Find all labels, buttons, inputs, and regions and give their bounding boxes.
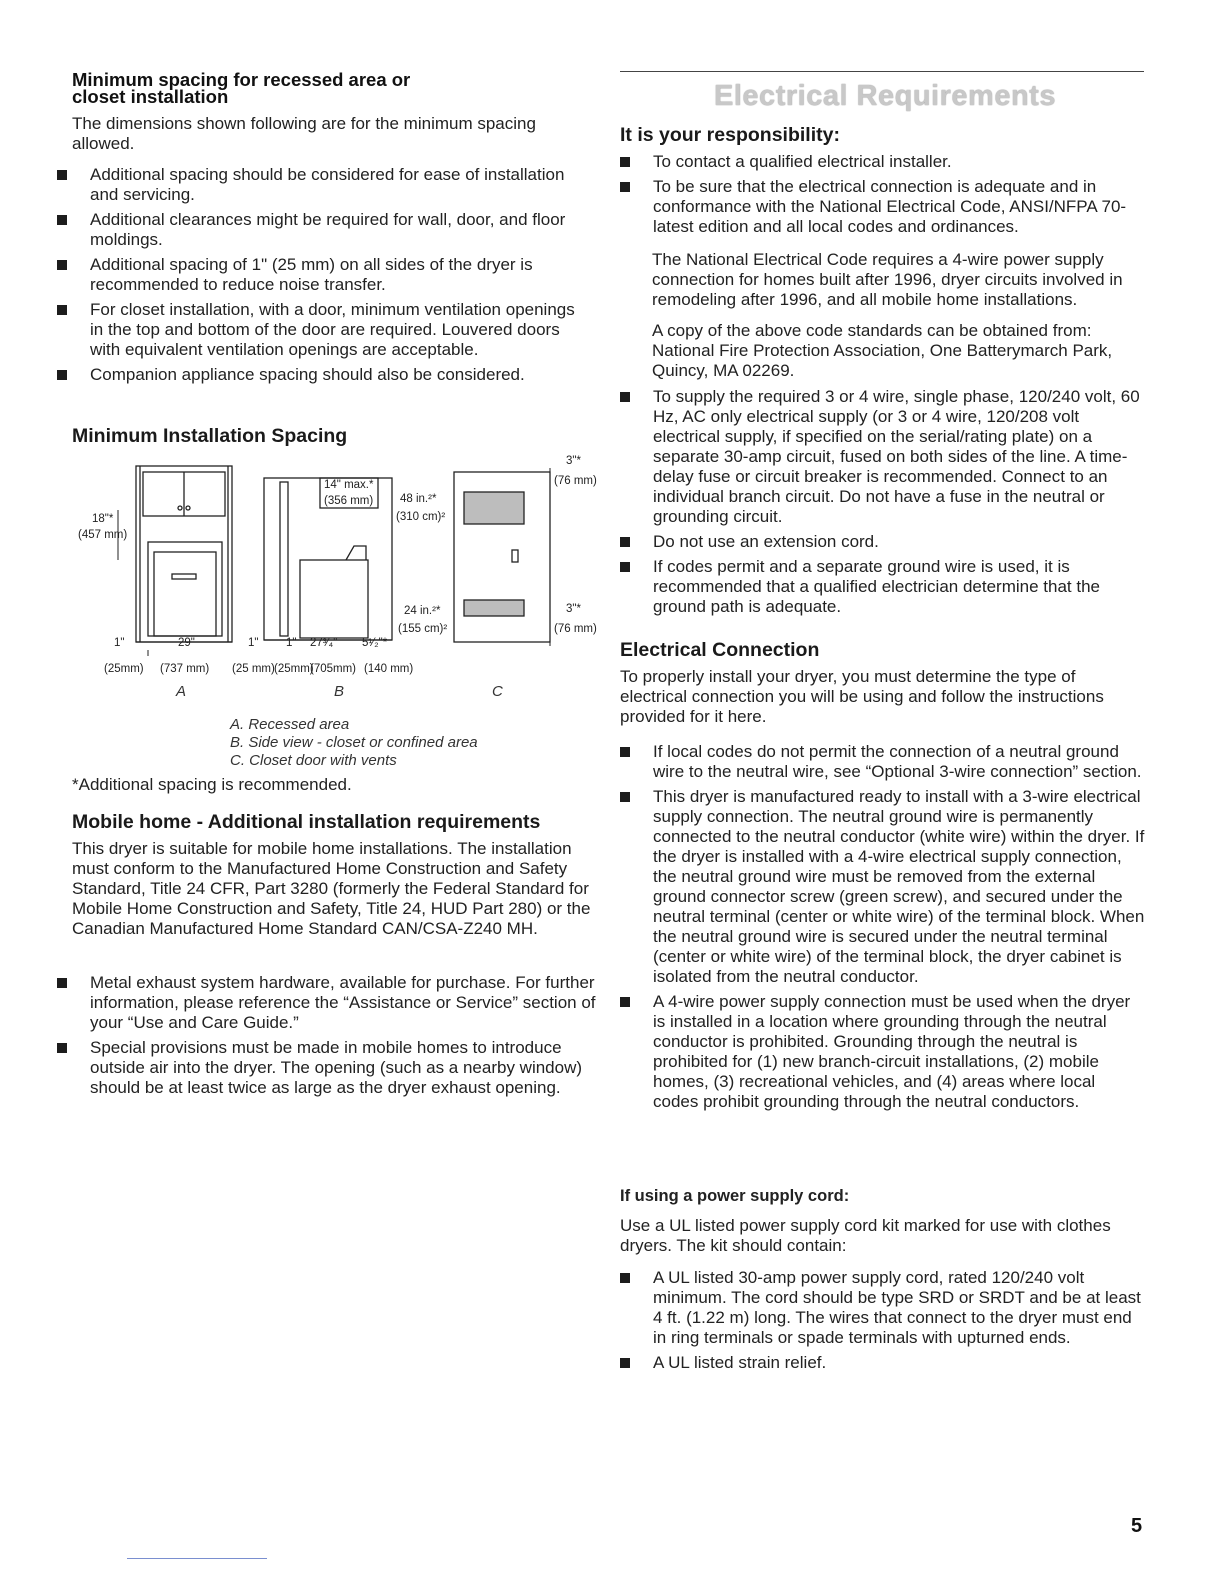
electrical-connection-heading: Electrical Connection [620,639,820,661]
dim-3a-label: 3"* [566,455,581,467]
spacing-note: *Additional spacing is recommended. [72,775,352,794]
dim-1a-mm-label: (25mm) [104,663,144,675]
min-spacing-heading: Minimum Installation Spacing [72,425,348,447]
list-item: A UL listed 30-amp power supply cord, rated 120/240 volt minimum. The cord should be type SRD or SRDT and be at least 4 ft. (1.22 m) long. The wires that connect to the dryer must end in ring terminals or spade terminals with upturned ends. [620,1268,1145,1348]
dim-1c-label: 1" [286,637,297,649]
caption-a: A. Recessed area [230,716,350,733]
bullet-square-icon [620,747,630,757]
responsibility-heading: It is your responsibility: [620,124,840,146]
list-item: For closet installation, with a door, minimum ventilation openings in the top and bottom of the door are required. Louvered doors with equivalent ventilation openings are acceptable. [57,300,587,360]
list-item: Do not use an extension cord. [620,532,1145,552]
dim-24-cm-label: (155 cm)² [398,623,448,635]
figure-captions [230,716,478,770]
bullet-square-icon [620,1358,630,1368]
footer-rule [127,1558,267,1559]
bullet-square-icon [57,215,67,225]
title-rule [620,71,1144,72]
caption-b: B. Side view - closet or confined area [230,734,478,751]
dim-27-mm-label: (705mm) [310,663,357,675]
nec-paragraph: The National Electrical Code requires a 4-wire power supply connection for homes built after 1996, dryer circuits involved in remodeling after 1996, and all mobile home installations. [652,250,1123,309]
electrical-connection-intro: To properly install your dryer, you must determine the type of electrical connection you will be using and follow the instructions provided for it here. [620,667,1104,726]
list-item: Additional clearances might be required for wall, door, and floor moldings. [57,210,587,250]
dim-1a-label: 1" [114,637,125,649]
caption-c: C. Closet door with vents [230,752,397,769]
recessed-intro: The dimensions shown following are for the minimum spacing allowed. [72,114,536,153]
dim-18-mm-label: (457 mm) [78,529,128,541]
list-item: Special provisions must be made in mobile homes to introduce outside air into the dryer. The opening (such as a nearby window) should be at least twice as large as the dryer exhaust opening. [57,1038,597,1098]
bullet-square-icon [57,1043,67,1053]
power-cord-bullets [620,1268,1145,1378]
bullet-square-icon [620,537,630,547]
bullet-square-icon [57,305,67,315]
list-item: Metal exhaust system hardware, available for purchase. For further information, please reference the “Assistance or Service” section of your “Use and Care Guide.” [57,973,597,1033]
bullet-square-icon [57,170,67,180]
figure-label-b: B [334,683,345,700]
dim-29-label: 29" [178,637,195,649]
dim-29-mm-label: (737 mm) [160,663,210,675]
dim-1c-mm-label: (25mm) [274,663,314,675]
recessed-heading-line2: closet installation [72,86,229,107]
figure-label-a: A [176,683,187,700]
electrical-requirements-title: Electrical Requirements [714,80,1056,112]
list-item: Additional spacing should be considered for ease of installation and servicing. [57,165,587,205]
list-item: A UL listed strain relief. [620,1353,1145,1373]
figure-label-c: C [492,683,503,700]
dim-18-label: 18"* [92,513,114,525]
bullet-square-icon [57,370,67,380]
power-cord-heading: If using a power supply cord: [620,1187,850,1205]
recessed-bullet-list [57,165,587,390]
list-item: To be sure that the electrical connection is adequate and in conformance with the National Electrical Code, ANSI/NFPA 70-latest edition and all local codes and ordinances. [620,177,1145,237]
dim-5-mm-label: (140 mm) [364,663,414,675]
bullet-square-icon [57,978,67,988]
dim-3b-label: 3"* [566,603,581,615]
bullet-square-icon [620,157,630,167]
dim-14-label: 14" max.* [324,479,374,491]
dim-5-label: 5¹⁄₂"* [362,637,388,649]
dim-48-cm-label: (310 cm)² [396,511,446,523]
dim-27-label: 27³⁄₄" [310,637,338,649]
bullet-square-icon [620,1273,630,1283]
list-item: If codes permit and a separate ground wire is used, it is recommended that a qualified electrician determine that the ground path is adequate. [620,557,1145,617]
list-item: To contact a qualified electrical installer. [620,152,1145,172]
power-cord-intro: Use a UL listed power supply cord kit marked for use with clothes dryers. The kit should contain: [620,1216,1111,1255]
dim-3b-mm-label: (76 mm) [554,623,597,635]
dim-1b-label: 1" [248,637,259,649]
list-item: Companion appliance spacing should also be considered. [57,365,587,385]
mobile-home-heading: Mobile home - Additional installation requirements [72,811,541,833]
list-item: This dryer is manufactured ready to install with a 3-wire electrical supply connection. The neutral ground wire is permanently connected to the neutral conductor (white wire) within the dryer. If the dryer is installed with a 4-wire electrical supply connection, the neutral ground wire must be removed from the external ground connector screw (green screw), and secured under the neutral terminal (center or white wire) of the terminal block. When the neutral ground wire is secured under the neutral terminal (center or white wire) of the terminal block, the dryer cabinet is isolated from the neutral conductor. [620,787,1145,987]
bullet-square-icon [57,260,67,270]
recessed-heading [72,71,410,105]
bullet-square-icon [620,562,630,572]
dim-24-label: 24 in.²* [404,605,441,617]
dim-14-mm-label: (356 mm) [324,495,374,507]
responsibility-bullets-more [620,387,1145,622]
bullet-square-icon [620,997,630,1007]
dim-48-label: 48 in.²* [400,493,437,505]
list-item: A 4-wire power supply connection must be used when the dryer is installed in a location where grounding through the neutral conductor is prohibited. Grounding through the neutral is prohibited for (1) new branch-circuit installations, (2) mobile homes, (3) recreational vehicles, and (4) areas where local codes prohibit grounding through the neutral conductors. [620,992,1145,1112]
recessed-heading-line1: Minimum spacing for recessed area or [72,69,411,90]
mobile-home-intro: This dryer is suitable for mobile home installations. The installation must conform to the Manufactured Home Construction and Safety Standard, Title 24 CFR, Part 3280 (formerly the Federal Standard for Mobile Home Construction and Safety, Title 24, HUD Part 280) or the Canadian Manufactured Home Standard CAN/CSA-Z240 MH. [72,839,591,938]
responsibility-bullets-top [620,152,1145,242]
list-item: If local codes do not permit the connection of a neutral ground wire to the neutral wire, see “Optional 3-wire connection” section. [620,742,1145,782]
mobile-home-bullet-list [57,973,597,1103]
list-item: Additional spacing of 1" (25 mm) on all sides of the dryer is recommended to reduce noise transfer. [57,255,587,295]
electrical-connection-bullets [620,742,1145,1117]
dim-3a-mm-label: (76 mm) [554,475,597,487]
bullet-square-icon [620,792,630,802]
bullet-square-icon [620,392,630,402]
page-number: 5 [1131,1515,1143,1537]
closet-door-drawing [454,472,550,642]
installation-spacing-diagram [78,450,608,715]
list-item: To supply the required 3 or 4 wire, single phase, 120/240 volt, 60 Hz, AC only electrical supply (or 3 or 4 wire, 120/208 volt electrical supply, if specified on the serial/rating plate) on a separate 30-amp circuit, fused on both sides of the line. A time-delay fuse or circuit breaker is recommended. Connect to an individual branch circuit. Do not have a fuse in the neutral or grounding circuit. [620,387,1145,527]
dim-1b-mm-label: (25 mm) [232,663,275,675]
bullet-square-icon [620,182,630,192]
recessed-area-drawing [136,466,232,642]
nfpa-paragraph: A copy of the above code standards can be obtained from: National Fire Protection Association, One Batterymarch Park, Quincy, MA 02269. [652,321,1113,380]
